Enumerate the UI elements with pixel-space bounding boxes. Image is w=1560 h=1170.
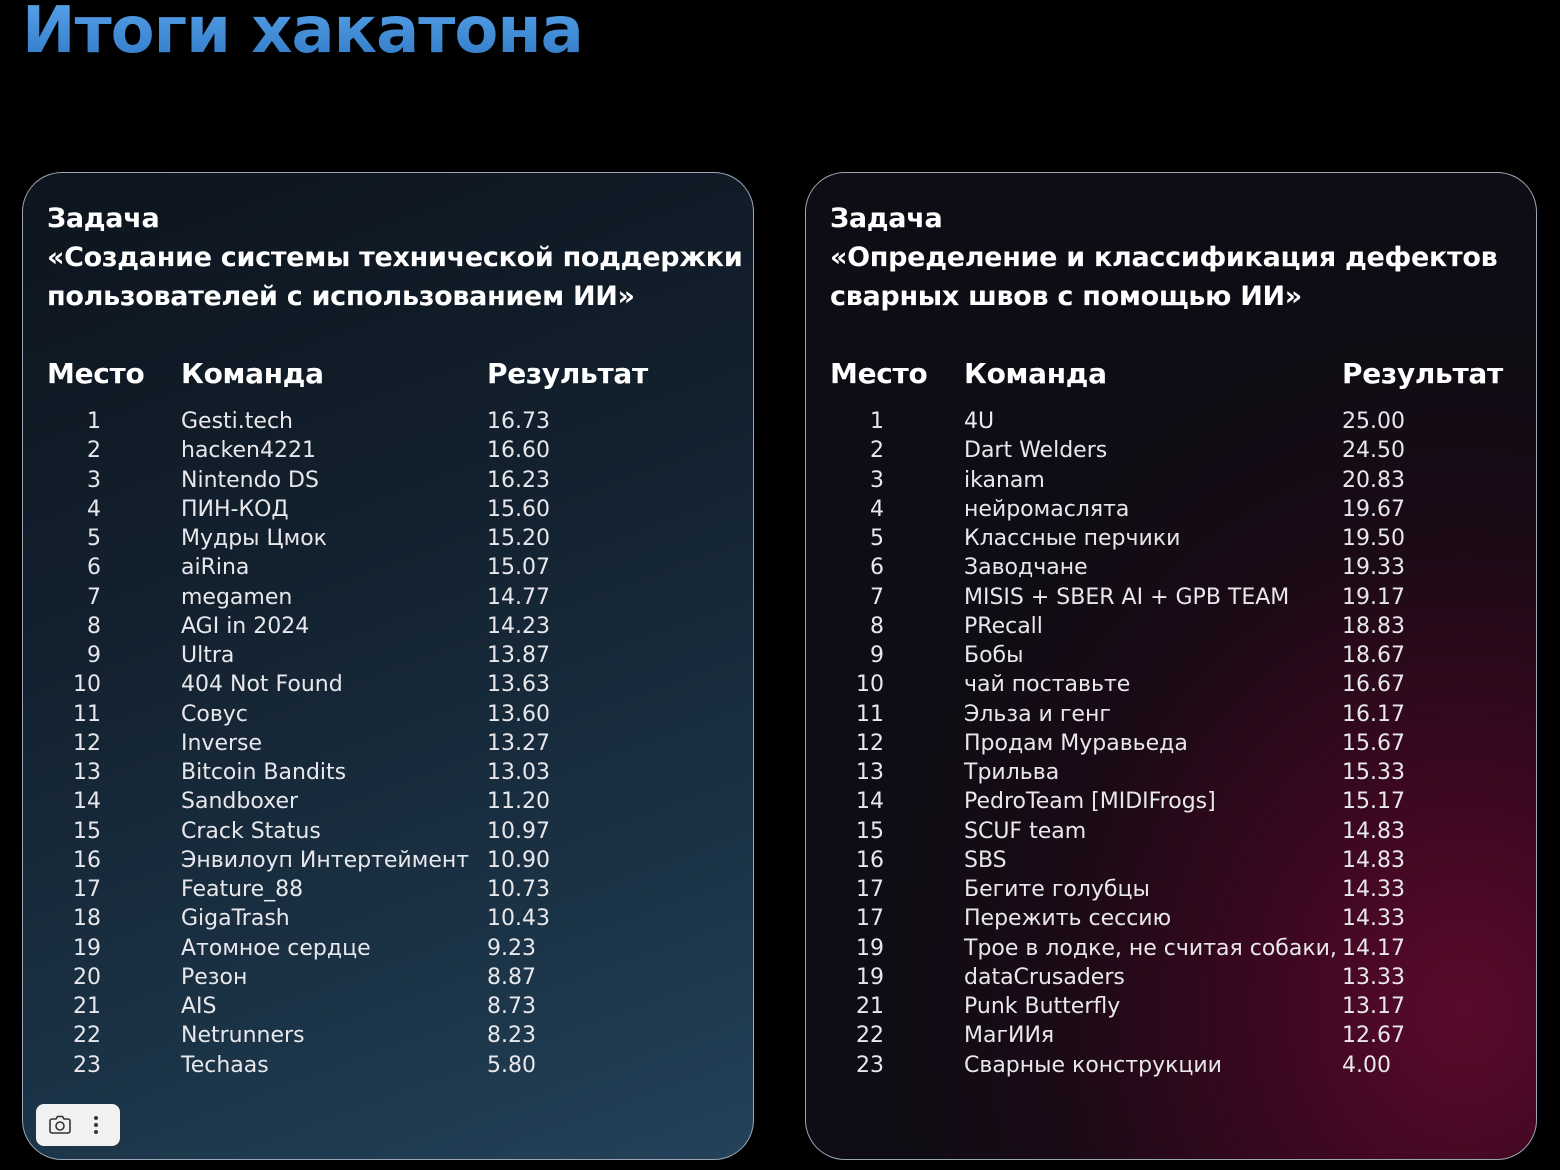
- result-cell: 15.20: [487, 526, 550, 551]
- result-cell: 14.17: [1342, 935, 1405, 961]
- table-row: [23, 729, 753, 758]
- place-cell: 7: [870, 584, 884, 610]
- place-cell: 6: [87, 555, 101, 581]
- table-row: [23, 1021, 753, 1050]
- table-row: [23, 1051, 753, 1080]
- place-cell: 11: [856, 701, 884, 727]
- table-row: [23, 466, 753, 495]
- result-cell: 16.17: [1342, 701, 1405, 727]
- table-row: [806, 875, 1536, 904]
- task-name-line-2: сварных швов с помощью ИИ»: [830, 281, 1302, 312]
- task-label: Задача: [47, 203, 160, 234]
- result-cell: 10.43: [487, 906, 550, 932]
- team-cell: Feature_88: [181, 877, 304, 902]
- result-cell: 13.60: [487, 701, 550, 727]
- team-cell: aiRina: [181, 555, 250, 581]
- result-cell: 19.17: [1342, 584, 1405, 610]
- result-cell: 14.23: [487, 613, 550, 639]
- table-row: [806, 963, 1536, 992]
- team-cell: Резон: [181, 964, 248, 990]
- place-cell: 16: [856, 847, 884, 873]
- place-cell: 9: [870, 643, 884, 668]
- team-cell: Бегите голубцы: [964, 877, 1150, 902]
- place-cell: 21: [856, 994, 884, 1019]
- team-cell: Трильва: [964, 760, 1060, 785]
- team-cell: Пережить сессию: [964, 906, 1172, 932]
- result-cell: 10.90: [487, 847, 550, 873]
- result-cell: 15.17: [1342, 789, 1405, 815]
- table-row: [23, 904, 753, 933]
- table-row: [23, 992, 753, 1021]
- result-cell: 16.23: [487, 467, 550, 493]
- table-row: [806, 407, 1536, 436]
- task-name-line-1: «Определение и классификация дефектов: [830, 242, 1498, 273]
- place-cell: 19: [856, 935, 884, 961]
- team-cell: Punk Butterfly: [964, 994, 1121, 1019]
- result-cell: 16.67: [1342, 672, 1405, 698]
- result-cell: 16.73: [487, 409, 550, 434]
- table-row: [806, 992, 1536, 1021]
- column-header-team: Команда: [964, 357, 1107, 390]
- team-cell: hacken4221: [181, 438, 316, 464]
- team-cell: Netrunners: [181, 1023, 305, 1049]
- table-row: [23, 670, 753, 699]
- team-cell: Crack Status: [181, 818, 321, 844]
- place-cell: 5: [87, 526, 101, 551]
- team-cell: Dart Welders: [964, 438, 1108, 464]
- result-cell: 8.87: [487, 964, 536, 990]
- place-cell: 23: [73, 1052, 101, 1078]
- column-header-team: Команда: [181, 357, 324, 390]
- place-cell: 7: [87, 584, 101, 610]
- result-cell: 13.03: [487, 760, 550, 785]
- table-row: [23, 875, 753, 904]
- place-cell: 3: [870, 467, 884, 493]
- result-cell: 20.83: [1342, 467, 1405, 493]
- place-cell: 8: [870, 613, 884, 639]
- team-cell: PedroTeam [MIDIFrogs]: [964, 789, 1216, 815]
- task-name-line-1: «Создание системы технической поддержки: [47, 242, 743, 273]
- place-cell: 19: [73, 935, 101, 961]
- table-row: [23, 495, 753, 524]
- table-row: [23, 612, 753, 641]
- table-row: [23, 553, 753, 582]
- column-header-place: Место: [830, 357, 928, 390]
- place-cell: 10: [73, 672, 101, 698]
- column-header-result: Результат: [1342, 357, 1503, 390]
- team-cell: Bitcoin Bandits: [181, 760, 347, 785]
- task-panel-welding: [805, 172, 1537, 1160]
- team-cell: Ultra: [181, 643, 235, 668]
- table-row: [806, 934, 1536, 963]
- result-cell: 16.60: [487, 438, 550, 464]
- table-row: [806, 553, 1536, 582]
- team-cell: Заводчане: [964, 555, 1088, 581]
- page-title: Итоги хакатона: [22, 0, 583, 68]
- result-cell: 15.33: [1342, 760, 1405, 785]
- result-cell: 13.27: [487, 730, 550, 756]
- team-cell: нейромаслята: [964, 496, 1130, 522]
- result-cell: 5.80: [487, 1052, 536, 1078]
- table-row: [23, 758, 753, 787]
- result-cell: 8.23: [487, 1023, 536, 1049]
- team-cell: Энвилоуп Интертеймент: [181, 847, 470, 873]
- team-cell: Gesti.tech: [181, 409, 293, 434]
- team-cell: Совус: [181, 701, 248, 727]
- place-cell: 8: [87, 613, 101, 639]
- table-row: [806, 787, 1536, 816]
- table-row: [806, 495, 1536, 524]
- place-cell: 14: [856, 789, 884, 815]
- place-cell: 15: [856, 818, 884, 844]
- table-row: [806, 904, 1536, 933]
- team-cell: Сварные конструкции: [964, 1052, 1222, 1078]
- table-row: [806, 846, 1536, 875]
- table-row: [806, 612, 1536, 641]
- team-cell: SCUF team: [964, 818, 1087, 844]
- team-cell: AIS: [181, 994, 217, 1019]
- team-cell: MISIS + SBER AI + GPB TEAM: [964, 584, 1290, 610]
- table-row: [806, 1021, 1536, 1050]
- team-cell: megamen: [181, 584, 293, 610]
- result-cell: 18.67: [1342, 643, 1405, 668]
- team-cell: Techaas: [181, 1052, 269, 1078]
- column-header-place: Место: [47, 357, 145, 390]
- task-label: Задача: [830, 203, 943, 234]
- place-cell: 1: [87, 409, 101, 434]
- team-cell: Бобы: [964, 643, 1024, 668]
- place-cell: 22: [73, 1023, 101, 1049]
- team-cell: Продам Муравьеда: [964, 730, 1188, 756]
- result-cell: 19.67: [1342, 496, 1405, 522]
- result-cell: 15.60: [487, 496, 550, 522]
- table-row: [23, 583, 753, 612]
- result-cell: 14.83: [1342, 818, 1405, 844]
- result-cell: 15.07: [487, 555, 550, 581]
- result-cell: 14.33: [1342, 877, 1405, 902]
- table-row: [23, 817, 753, 846]
- table-row: [806, 670, 1536, 699]
- place-cell: 1: [870, 409, 884, 434]
- table-row: [806, 466, 1536, 495]
- place-cell: 11: [73, 701, 101, 727]
- result-cell: 10.97: [487, 818, 550, 844]
- more-vertical-icon[interactable]: [79, 1108, 113, 1142]
- result-cell: 19.50: [1342, 526, 1405, 551]
- table-row: [23, 846, 753, 875]
- result-cell: 14.83: [1342, 847, 1405, 873]
- result-cell: 24.50: [1342, 438, 1405, 464]
- table-row: [806, 1051, 1536, 1080]
- table-row: [23, 641, 753, 670]
- team-cell: Sandboxer: [181, 789, 299, 815]
- place-cell: 17: [856, 906, 884, 932]
- result-cell: 13.87: [487, 643, 550, 668]
- team-cell: 4U: [964, 409, 995, 434]
- table-row: [806, 583, 1536, 612]
- table-row: [806, 524, 1536, 553]
- team-cell: Nintendo DS: [181, 467, 319, 493]
- place-cell: 4: [87, 496, 101, 522]
- table-row: [23, 934, 753, 963]
- result-cell: 13.63: [487, 672, 550, 698]
- place-cell: 2: [87, 438, 101, 464]
- place-cell: 3: [87, 467, 101, 493]
- team-cell: dataCrusaders: [964, 964, 1125, 990]
- result-cell: 12.67: [1342, 1023, 1405, 1049]
- team-cell: МагИИя: [964, 1023, 1055, 1049]
- team-cell: ikanam: [964, 467, 1045, 493]
- task-heading: [47, 199, 743, 316]
- place-cell: 17: [73, 877, 101, 902]
- team-cell: PRecall: [964, 613, 1043, 639]
- place-cell: 15: [73, 818, 101, 844]
- result-cell: 19.33: [1342, 555, 1405, 581]
- result-cell: 14.33: [1342, 906, 1405, 932]
- place-cell: 19: [856, 964, 884, 990]
- result-cell: 9.23: [487, 935, 536, 961]
- table-row: [806, 436, 1536, 465]
- team-cell: 404 Not Found: [181, 672, 343, 698]
- table-row: [806, 817, 1536, 846]
- place-cell: 18: [73, 906, 101, 932]
- camera-icon[interactable]: [43, 1108, 77, 1142]
- place-cell: 16: [73, 847, 101, 873]
- image-toolbar: [36, 1104, 120, 1146]
- place-cell: 10: [856, 672, 884, 698]
- place-cell: 17: [856, 877, 884, 902]
- place-cell: 5: [870, 526, 884, 551]
- team-cell: Классные перчики: [964, 526, 1181, 551]
- table-row: [23, 524, 753, 553]
- table-row: [23, 407, 753, 436]
- table-row: [806, 641, 1536, 670]
- team-cell: Эльза и генг: [964, 701, 1111, 727]
- table-row: [23, 963, 753, 992]
- table-row: [806, 729, 1536, 758]
- place-cell: 9: [87, 643, 101, 668]
- place-cell: 14: [73, 789, 101, 815]
- result-cell: 4.00: [1342, 1052, 1391, 1078]
- result-cell: 11.20: [487, 789, 550, 815]
- table-row: [806, 700, 1536, 729]
- results-table: [806, 407, 1536, 1080]
- result-cell: 14.77: [487, 584, 550, 610]
- team-cell: Inverse: [181, 730, 263, 756]
- place-cell: 21: [73, 994, 101, 1019]
- place-cell: 12: [856, 730, 884, 756]
- results-table: [23, 407, 753, 1080]
- team-cell: ПИН-КОД: [181, 496, 289, 522]
- place-cell: 13: [856, 760, 884, 785]
- result-cell: 13.17: [1342, 994, 1405, 1019]
- place-cell: 13: [73, 760, 101, 785]
- place-cell: 23: [856, 1052, 884, 1078]
- table-row: [23, 787, 753, 816]
- place-cell: 22: [856, 1023, 884, 1049]
- table-row: [23, 700, 753, 729]
- result-cell: 18.83: [1342, 613, 1405, 639]
- team-cell: AGI in 2024: [181, 613, 310, 639]
- team-cell: Атомное сердце: [181, 935, 371, 961]
- result-cell: 10.73: [487, 877, 550, 902]
- table-row: [806, 758, 1536, 787]
- team-cell: чай поставьте: [964, 672, 1131, 698]
- team-cell: SBS: [964, 847, 1007, 873]
- result-cell: 8.73: [487, 994, 536, 1019]
- team-cell: Мудры Цмок: [181, 526, 327, 551]
- team-cell: GigaTrash: [181, 906, 290, 932]
- team-cell: Трое в лодке, не считая собаки,: [964, 935, 1337, 961]
- place-cell: 4: [870, 496, 884, 522]
- place-cell: 12: [73, 730, 101, 756]
- place-cell: 6: [870, 555, 884, 581]
- place-cell: 20: [73, 964, 101, 990]
- result-cell: 13.33: [1342, 964, 1405, 990]
- task-heading: [830, 199, 1516, 316]
- task-panel-support: [22, 172, 754, 1160]
- place-cell: 2: [870, 438, 884, 464]
- result-cell: 15.67: [1342, 730, 1405, 756]
- result-cell: 25.00: [1342, 409, 1405, 434]
- task-name-line-2: пользователей с использованием ИИ»: [47, 281, 635, 312]
- column-header-result: Результат: [487, 357, 648, 390]
- table-row: [23, 436, 753, 465]
